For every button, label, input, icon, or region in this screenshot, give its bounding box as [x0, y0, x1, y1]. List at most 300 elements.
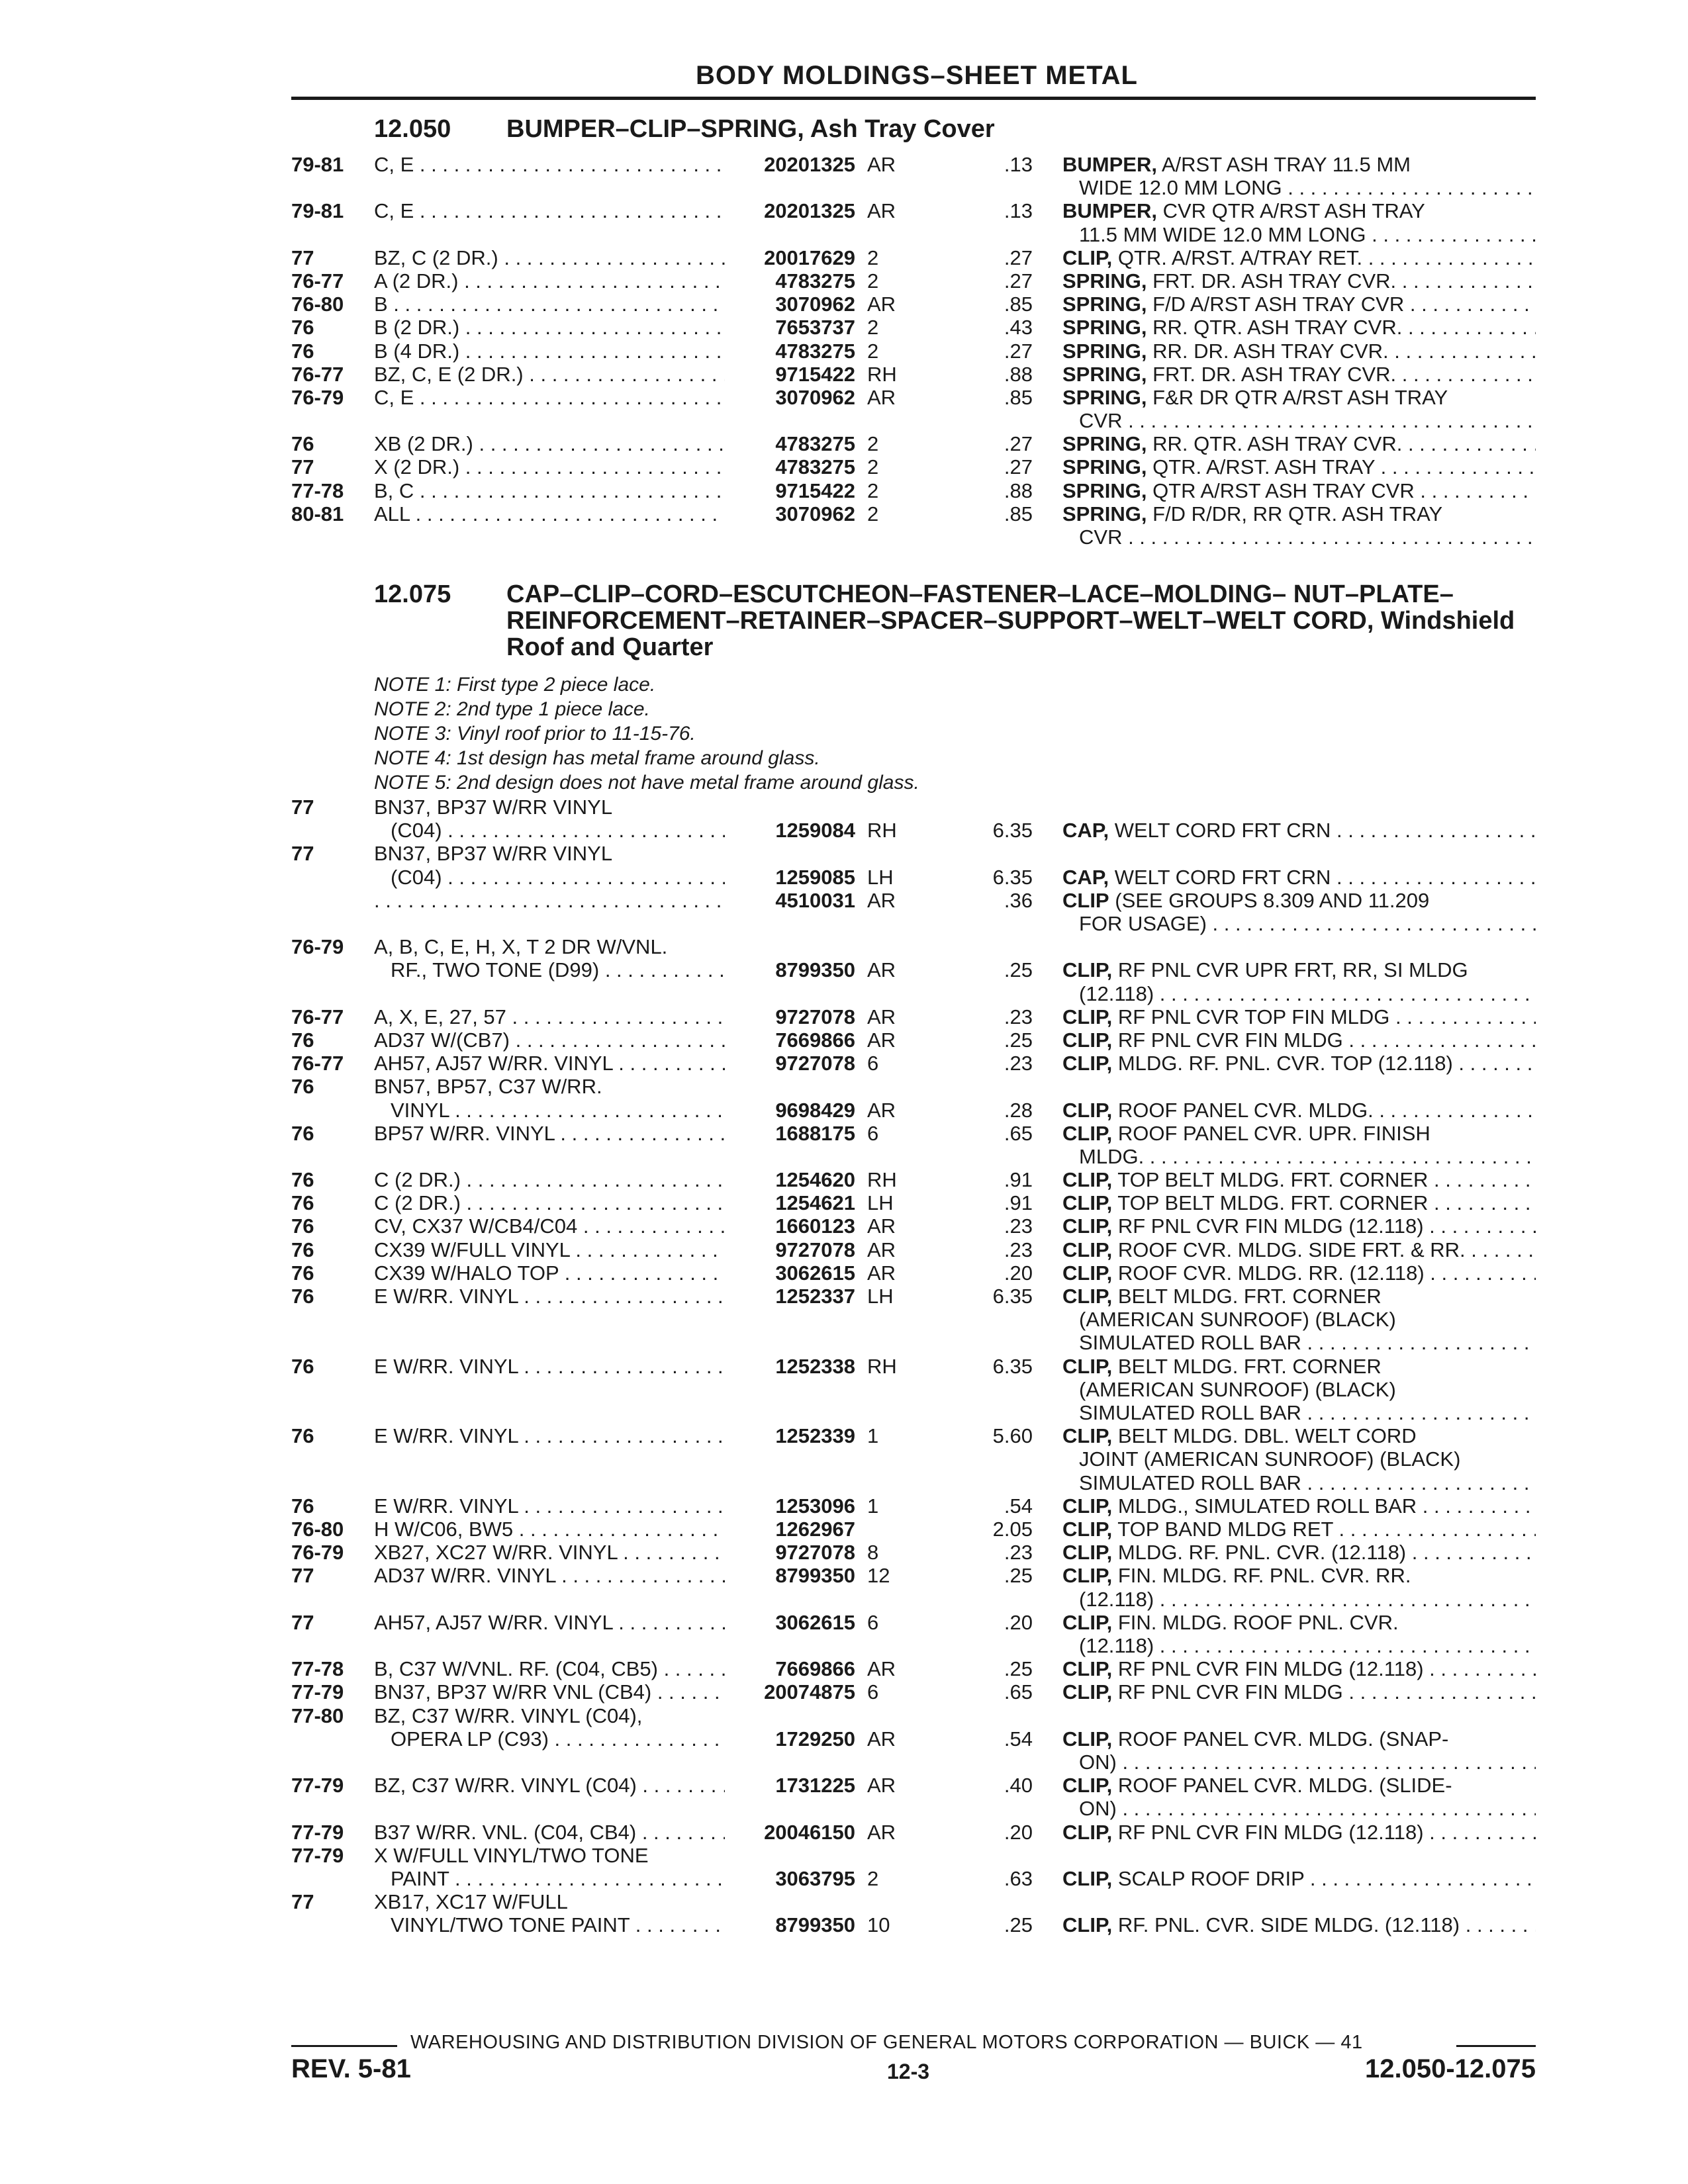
part-number: 7653737: [775, 316, 855, 340]
year-range: 76: [291, 1285, 314, 1308]
description-text: ROOF PANEL CVR. MLDG. (SLIDE-: [1117, 1774, 1452, 1797]
description-text: ON): [1079, 1797, 1117, 1821]
description-noun: CLIP,: [1062, 1541, 1113, 1565]
model-text: X W/FULL VINYL/TWO TONE: [374, 1843, 649, 1867]
description-noun: CLIP,: [1062, 1005, 1113, 1028]
year-range: 77: [291, 455, 314, 479]
part-number: 20074875: [764, 1680, 855, 1704]
description: [1062, 1028, 1536, 1052]
description: [1062, 1563, 1536, 1588]
description-noun: CLIP,: [1062, 1098, 1113, 1122]
year-range: 76: [291, 1121, 314, 1145]
description: [1062, 1517, 1536, 1541]
model-text: AD37 W/RR. VINYL . . .: [374, 1563, 725, 1588]
part-number: 3070962: [775, 502, 855, 525]
part-number: 7669866: [775, 1657, 855, 1681]
year-range: 76: [291, 1214, 314, 1238]
description: [1062, 269, 1536, 293]
description: [1062, 1866, 1536, 1891]
part-number: 3070962: [775, 385, 855, 409]
quantity: AR: [867, 1098, 896, 1122]
part-number: 9715422: [775, 478, 855, 502]
part-number: 1688175: [775, 1121, 855, 1145]
price: .65: [1004, 1121, 1033, 1145]
table-row: [0, 339, 1688, 362]
model-text: BZ, C (2 DR.) . . .: [374, 246, 725, 270]
model-text: [374, 888, 725, 913]
description-noun: SPRING,: [1062, 432, 1147, 456]
part-number: 20017629: [764, 246, 855, 269]
section-title: CAP–CLIP–CORD–ESCUTCHEON–FASTENER–LACE–MOLDING– NUT–PLATE–REINFORCEMENT–RETAINER–SPACER–SUPPORT–WELT–WELT CORD, Windshield Roof and Quarter: [506, 580, 1515, 661]
year-range: 76-77: [291, 1005, 344, 1028]
description: [1062, 455, 1536, 479]
revision-label: REV. 5-81: [291, 2054, 411, 2083]
description-text: BELT MLDG. FRT. CORNER: [1117, 1354, 1382, 1378]
price: .28: [1004, 1098, 1033, 1122]
table-row: [0, 502, 1688, 548]
part-number: 20201325: [764, 199, 855, 223]
year-range: 76-79: [291, 1541, 344, 1565]
year-range: 76: [291, 1354, 314, 1378]
price: .23: [1004, 1238, 1033, 1261]
description: [1062, 1191, 1536, 1215]
description-text: RF. PNL. CVR. SIDE MLDG. (12.118): [1117, 1913, 1460, 1937]
model-text: AD37 W/(CB7) . . .: [374, 1028, 725, 1052]
year-range: 76: [291, 1238, 314, 1261]
quantity: 2: [867, 455, 879, 479]
part-number: 4783275: [775, 269, 855, 293]
part-number: 1252339: [775, 1424, 855, 1448]
price: .20: [1004, 1820, 1033, 1844]
price: .25: [1004, 958, 1033, 982]
quantity: AR: [867, 958, 896, 982]
description-text: CVR: [1079, 525, 1123, 549]
model-text: AH57, AJ57 W/RR. VINYL . . .: [374, 1610, 725, 1635]
description-noun: SPRING,: [1062, 502, 1147, 525]
description-text: RR. QTR. ASH TRAY CVR.: [1152, 432, 1403, 456]
table-row: [0, 269, 1688, 292]
price: 5.60: [992, 1424, 1033, 1448]
table-row: [0, 1261, 1688, 1284]
model-text: BZ, C37 W/RR. VINYL (C04) . . .: [374, 1773, 725, 1797]
description: [1062, 1005, 1536, 1029]
year-range: 76: [291, 1261, 314, 1285]
table-row: [0, 1191, 1688, 1214]
table-row: [0, 1820, 1688, 1843]
part-number: 4783275: [775, 455, 855, 479]
description: [1062, 385, 1536, 410]
quantity: LH: [867, 865, 894, 889]
description-noun: CLIP,: [1062, 1191, 1113, 1215]
year-range: 79-81: [291, 199, 344, 223]
table-row: [0, 1657, 1688, 1680]
price: 6.35: [992, 1354, 1033, 1378]
description-text: BELT MLDG. DBL. WELT CORD: [1117, 1424, 1417, 1448]
description-noun: CLIP,: [1062, 1494, 1113, 1518]
year-range: 77: [291, 1890, 314, 1914]
price: .13: [1004, 199, 1033, 223]
description: [1079, 1633, 1536, 1658]
note-line: NOTE 1: First type 2 piece lace.: [374, 674, 656, 696]
year-range: 79-81: [291, 153, 344, 176]
price: .40: [1004, 1774, 1033, 1797]
description-text: BELT MLDG. FRT. CORNER: [1117, 1285, 1382, 1308]
description: [1062, 1727, 1536, 1751]
table-row: [0, 1540, 1688, 1563]
price: .43: [1004, 316, 1033, 340]
description-text: JOINT (AMERICAN SUNROOF) (BLACK): [1079, 1447, 1461, 1471]
year-range: 76: [291, 1191, 314, 1215]
description-noun: CLIP,: [1062, 1168, 1113, 1192]
part-number: 3063795: [775, 1866, 855, 1890]
quantity: 1: [867, 1424, 879, 1448]
year-range: 76-77: [291, 362, 344, 386]
description-noun: CLIP,: [1062, 1564, 1113, 1588]
model-text: BP57 W/RR. VINYL . . .: [374, 1121, 725, 1146]
price: .27: [1004, 246, 1033, 269]
year-range: 76: [291, 316, 314, 340]
description-text: ROOF PANEL CVR. MLDG. (SNAP-: [1117, 1727, 1449, 1751]
description-text: RF PNL CVR FIN MLDG (12.118): [1117, 1820, 1424, 1844]
table-row: [0, 1354, 1688, 1424]
description-text: (12.118): [1079, 981, 1154, 1005]
description: [1079, 1330, 1536, 1355]
description-text: FRT. DR. ASH TRAY CVR.: [1152, 362, 1397, 386]
price: .63: [1004, 1866, 1033, 1890]
model-text: OPERA LP (C93) . . .: [391, 1727, 725, 1751]
description-text: RF PNL CVR TOP FIN MLDG: [1117, 1005, 1390, 1028]
year-range: 77: [291, 842, 314, 866]
model-text: C (2 DR.) . . .: [374, 1167, 725, 1192]
price: .13: [1004, 153, 1033, 176]
part-number: 1660123: [775, 1214, 855, 1238]
description-noun: SPRING,: [1062, 269, 1147, 293]
model-text: B (2 DR.) . . .: [374, 315, 725, 340]
model-text: B (4 DR.) . . .: [374, 339, 725, 363]
quantity: AR: [867, 1261, 896, 1285]
description-text: CVR QTR A/RST ASH TRAY: [1162, 199, 1425, 223]
quantity: 6: [867, 1121, 879, 1145]
model-text: E W/RR. VINYL . . .: [374, 1354, 725, 1379]
model-text: B, C37 W/VNL. RF. (C04, CB5) . . .: [374, 1657, 725, 1681]
description-text: F&R DR QTR A/RST ASH TRAY: [1152, 385, 1448, 409]
price: .54: [1004, 1494, 1033, 1518]
description: [1062, 1214, 1536, 1238]
note-line: NOTE 4: 1st design has metal frame around glass.: [374, 747, 820, 769]
price: .88: [1004, 362, 1033, 386]
description-noun: CLIP,: [1062, 1820, 1113, 1844]
year-range: 77-78: [291, 1657, 344, 1681]
description-text: MLDG., SIMULATED ROLL BAR: [1117, 1494, 1417, 1518]
table-row: [0, 1680, 1688, 1703]
table-row: [0, 1843, 1688, 1889]
part-number: 9715422: [775, 362, 855, 386]
part-number: 8799350: [775, 1564, 855, 1588]
quantity: 6: [867, 1052, 879, 1075]
description: [1062, 292, 1536, 316]
year-range: 77-79: [291, 1820, 344, 1844]
description-text: FOR USAGE): [1079, 911, 1207, 935]
description: [1079, 1307, 1536, 1332]
price: .91: [1004, 1191, 1033, 1215]
description-text: TOP BAND MLDG RET: [1117, 1518, 1333, 1541]
description-text: (12.118): [1079, 1587, 1154, 1611]
quantity: AR: [867, 1214, 896, 1238]
price: .23: [1004, 1214, 1033, 1238]
description-noun: SPRING,: [1062, 316, 1147, 340]
quantity: RH: [867, 362, 897, 386]
quantity: AR: [867, 1028, 896, 1052]
quantity: 2: [867, 316, 879, 340]
notes-list: [374, 672, 919, 795]
year-range: 77-79: [291, 1774, 344, 1797]
parts-list: [0, 795, 1688, 1936]
model-text: E W/RR. VINYL . . .: [374, 1284, 725, 1308]
year-range: 76: [291, 1028, 314, 1052]
quantity: 2: [867, 339, 879, 363]
table-row: [0, 199, 1688, 245]
description: [1062, 1121, 1536, 1146]
part-number: 9727078: [775, 1052, 855, 1075]
price: .27: [1004, 432, 1033, 456]
description-text: (12.118): [1079, 1633, 1154, 1657]
description-noun: CLIP,: [1062, 1727, 1113, 1751]
description: [1062, 1261, 1536, 1285]
description: [1062, 865, 1536, 889]
description-text: ROOF CVR. MLDG. SIDE FRT. & RR.: [1117, 1238, 1466, 1261]
description-text: CVR: [1079, 409, 1123, 433]
description-noun: SPRING,: [1062, 362, 1147, 386]
description-noun: CLIP,: [1062, 1610, 1113, 1634]
model-text: XB (2 DR.) . . .: [374, 432, 725, 456]
description-text: F/D A/RST ASH TRAY CVR: [1152, 293, 1405, 316]
description-noun: BUMPER,: [1062, 153, 1157, 176]
model-text: B, C . . .: [374, 478, 725, 503]
table-row: [0, 432, 1688, 455]
description-noun: SPRING,: [1062, 455, 1147, 479]
description: [1062, 888, 1536, 913]
description-text: ROOF PANEL CVR. MLDG.: [1117, 1098, 1374, 1122]
description-noun: CLIP,: [1062, 1052, 1113, 1075]
description-text: QTR. A/RST. ASH TRAY: [1152, 455, 1376, 479]
table-row: [0, 1074, 1688, 1120]
model-text: PAINT . . .: [391, 1866, 725, 1891]
model-text: BN37, BP37 W/RR VINYL: [374, 796, 613, 819]
price: .25: [1004, 1657, 1033, 1681]
price: .85: [1004, 385, 1033, 409]
price: .23: [1004, 1005, 1033, 1028]
description: [1079, 408, 1536, 433]
quantity: 1: [867, 1494, 879, 1518]
description-text: RF PNL CVR FIN MLDG (12.118): [1117, 1214, 1424, 1238]
price: .20: [1004, 1610, 1033, 1634]
price: .27: [1004, 339, 1033, 363]
price: .23: [1004, 1541, 1033, 1565]
description-text: FRT. DR. ASH TRAY CVR.: [1152, 269, 1397, 293]
quantity: 6: [867, 1680, 879, 1704]
description-noun: CLIP,: [1062, 1354, 1113, 1378]
note-line: NOTE 3: Vinyl roof prior to 11-15-76.: [374, 723, 696, 745]
table-row: [0, 1028, 1688, 1051]
quantity: AR: [867, 1820, 896, 1844]
year-range: 76: [291, 1075, 314, 1099]
quantity: 2: [867, 246, 879, 269]
description: [1062, 1657, 1536, 1681]
model-text: C, E . . .: [374, 199, 725, 223]
description: [1062, 1773, 1536, 1797]
description: [1062, 152, 1536, 177]
part-number: 4783275: [775, 339, 855, 363]
model-text: VINYL . . .: [391, 1098, 725, 1122]
model-text: XB27, XC27 W/RR. VINYL . . .: [374, 1540, 725, 1565]
table-row: [0, 246, 1688, 269]
description-text: FIN. MLDG. RF. PNL. CVR. RR.: [1117, 1564, 1411, 1588]
description-noun: CLIP,: [1062, 1238, 1113, 1261]
description-text: RF PNL CVR FIN MLDG (12.118): [1117, 1657, 1424, 1681]
quantity: AR: [867, 1727, 896, 1751]
part-number: 1731225: [775, 1774, 855, 1797]
price: .25: [1004, 1028, 1033, 1052]
price: 6.35: [992, 1285, 1033, 1308]
quantity: AR: [867, 293, 896, 316]
description-noun: BUMPER,: [1062, 199, 1157, 223]
price: .85: [1004, 293, 1033, 316]
quantity: AR: [867, 199, 896, 223]
description-text: SIMULATED ROLL BAR: [1079, 1471, 1301, 1494]
year-range: 76: [291, 1424, 314, 1448]
description: [1062, 818, 1536, 842]
model-text: RF., TWO TONE (D99) . . .: [391, 958, 725, 982]
part-number: 1252338: [775, 1354, 855, 1378]
price: .91: [1004, 1168, 1033, 1192]
table-row: [0, 1051, 1688, 1074]
description-noun: CLIP: [1062, 888, 1109, 912]
part-number: 1729250: [775, 1727, 855, 1751]
model-text: CX39 W/HALO TOP . . .: [374, 1261, 725, 1285]
part-number: 1262967: [775, 1518, 855, 1541]
description-noun: SPRING,: [1062, 478, 1147, 502]
quantity: 2: [867, 1866, 879, 1890]
price: .25: [1004, 1913, 1033, 1937]
description-text: RF PNL CVR FIN MLDG: [1117, 1028, 1343, 1052]
quantity: RH: [867, 819, 897, 842]
description: [1062, 246, 1536, 270]
description: [1062, 1820, 1536, 1844]
description: [1079, 981, 1536, 1006]
footer-text: WAREHOUSING AND DISTRIBUTION DIVISION OF GENERAL MOTORS CORPORATION — BUICK — 41: [410, 2032, 1363, 2053]
description-noun: CLIP,: [1062, 1424, 1113, 1448]
description-text: (SEE GROUPS 8.309 AND 11.209: [1115, 888, 1430, 912]
table-row: [0, 1704, 1688, 1774]
description: [1062, 1354, 1536, 1379]
description-noun: SPRING,: [1062, 385, 1147, 409]
table-row: [0, 1424, 1688, 1494]
year-range: 77: [291, 1610, 314, 1634]
price: .85: [1004, 502, 1033, 525]
model-text: B37 W/RR. VNL. (C04, CB4) . . .: [374, 1820, 725, 1844]
part-number: 8799350: [775, 958, 855, 982]
quantity: AR: [867, 1774, 896, 1797]
quantity: AR: [867, 385, 896, 409]
part-number: 3062615: [775, 1610, 855, 1634]
table-row: [0, 1121, 1688, 1167]
description-noun: CLIP,: [1062, 1214, 1113, 1238]
price: .27: [1004, 269, 1033, 293]
quantity: 6: [867, 1610, 879, 1634]
description: [1062, 1494, 1536, 1518]
description: [1062, 199, 1536, 223]
description-noun: CLIP,: [1062, 1028, 1113, 1052]
price: .23: [1004, 1052, 1033, 1075]
description-noun: CLIP,: [1062, 1680, 1113, 1704]
page-header-title: BODY MOLDINGS–SHEET METAL: [695, 61, 1138, 90]
description: [1062, 1680, 1536, 1704]
description-text: WIDE 12.0 MM LONG: [1079, 176, 1282, 200]
description-noun: CLIP,: [1062, 1285, 1113, 1308]
quantity: AR: [867, 1238, 896, 1261]
description-text: 11.5 MM WIDE 12.0 MM LONG: [1079, 222, 1366, 246]
description-text: MLDG. RF. PNL. CVR. (12.118): [1117, 1541, 1407, 1565]
quantity: AR: [867, 153, 896, 176]
part-number: 20201325: [764, 153, 855, 176]
description-text: F/D R/DR, RR QTR. ASH TRAY: [1152, 502, 1443, 525]
description: [1079, 1471, 1536, 1495]
description-noun: CLIP,: [1062, 1261, 1113, 1285]
table-row: [0, 1610, 1688, 1657]
description-noun: CLIP,: [1062, 1866, 1113, 1890]
description: [1079, 525, 1536, 549]
quantity: 10: [867, 1913, 890, 1937]
table-row: [0, 152, 1688, 199]
quantity: AR: [867, 1657, 896, 1681]
table-row: [0, 1517, 1688, 1540]
price: .25: [1004, 1564, 1033, 1588]
description-noun: CAP,: [1062, 819, 1109, 842]
description-text: TOP BELT MLDG. FRT. CORNER: [1117, 1168, 1429, 1192]
year-range: 76-80: [291, 293, 344, 316]
table-row: [0, 1214, 1688, 1237]
model-text: (C04) . . .: [391, 865, 725, 889]
year-range: 77-79: [291, 1680, 344, 1704]
description-text: RF PNL CVR UPR FRT, RR, SI MLDG: [1117, 958, 1468, 982]
model-text: A, X, E, 27, 57 . . .: [374, 1005, 725, 1029]
description-text: (AMERICAN SUNROOF) (BLACK): [1079, 1308, 1396, 1332]
table-row: [0, 795, 1688, 841]
description: [1062, 339, 1536, 363]
description: [1062, 432, 1536, 456]
table-row: [0, 478, 1688, 502]
model-text: ALL . . .: [374, 502, 725, 526]
model-text: VINYL/TWO TONE PAINT . . .: [391, 1913, 725, 1937]
price: .65: [1004, 1680, 1033, 1704]
section-number: 12.075: [374, 580, 451, 608]
description: [1079, 1750, 1536, 1774]
page-number: 12-3: [887, 2060, 930, 2083]
quantity: 2: [867, 269, 879, 293]
price: .20: [1004, 1261, 1033, 1285]
description-text: SCALP ROOF DRIP: [1117, 1866, 1305, 1890]
footer-rule-left: [291, 2045, 397, 2047]
quantity: AR: [867, 1005, 896, 1028]
quantity: RH: [867, 1168, 897, 1192]
model-text: E W/RR. VINYL . . .: [374, 1494, 725, 1518]
price: 6.35: [992, 819, 1033, 842]
description: [1062, 315, 1536, 340]
table-row: [0, 1494, 1688, 1517]
table-row: [0, 362, 1688, 385]
part-number: 1259085: [775, 865, 855, 889]
description-text: ROOF CVR. MLDG. RR. (12.118): [1117, 1261, 1425, 1285]
